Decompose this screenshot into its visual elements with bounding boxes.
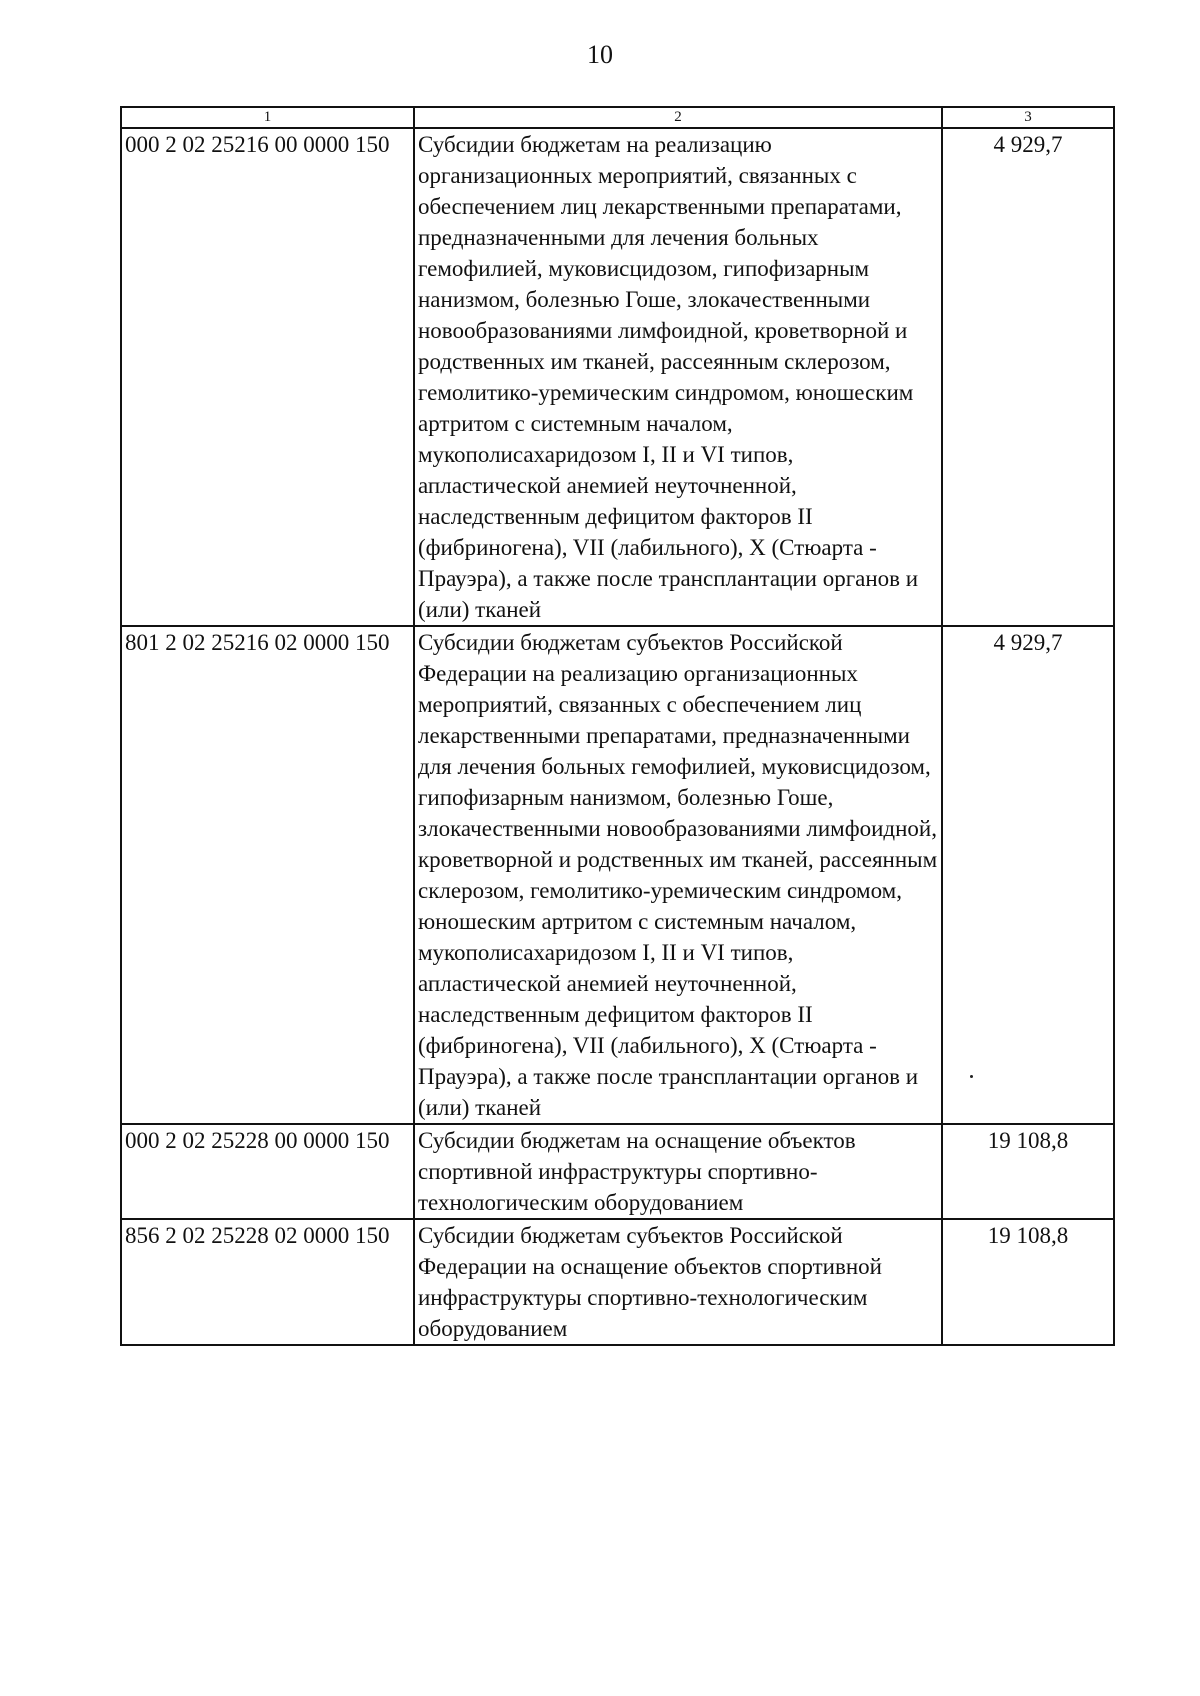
amount-cell: 4 929,7 <box>942 128 1114 626</box>
amount-cell: 19 108,8 <box>942 1124 1114 1219</box>
scan-speck <box>970 1075 973 1078</box>
budget-code-cell: 000 2 02 25228 00 0000 150 <box>121 1124 414 1219</box>
description-cell: Субсидии бюджетам субъектов Российской Федерации на реализацию организационных мероприятий, связанных с обеспечением лиц лекарственными препаратами, предназначенными для лечения больных гемофилией, муковисцидозом, гипофизарным нанизмом, болезнью Гоше, злокачественными новообразованиями лимфоидной, кроветворной и родственных им тканей, рассеянным склерозом, гемолитико-уремическим синдромом, юношеским артритом с системным началом, мукополисахаридозом I, II и VI типов, апластической анемией неуточненной, наследственным дефицитом факторов II (фибриногена), VII (лабильного), X (Стюарта - Прауэра), а также после трансплантации органов и (или) тканей <box>414 626 942 1124</box>
amount-cell: 4 929,7 <box>942 626 1114 1124</box>
table-row <box>121 128 1114 626</box>
budget-revenue-table <box>120 106 1115 1346</box>
page-number: 10 <box>587 40 613 69</box>
column-header-2: 2 <box>414 107 942 128</box>
description-cell: Субсидии бюджетам на реализацию организационных мероприятий, связанных с обеспечением лиц лекарственными препаратами, предназначенными для лечения больных гемофилией, муковисцидозом, гипофизарным нанизмом, болезнью Гоше, злокачественными новообразованиями лимфоидной, кроветворной и родственных им тканей, рассеянным склерозом, гемолитико-уремическим синдромом, юношеским артритом с системным началом, мукополисахаридозом I, II и VI типов, апластической анемией неуточненной, наследственным дефицитом факторов II (фибриногена), VII (лабильного), X (Стюарта - Прауэра), а также после трансплантации органов и (или) тканей <box>414 128 942 626</box>
budget-code-cell: 856 2 02 25228 02 0000 150 <box>121 1219 414 1345</box>
table-row <box>121 1219 1114 1345</box>
table-header-row <box>121 107 1114 128</box>
description-cell: Субсидии бюджетам субъектов Российской Федерации на оснащение объектов спортивной инфраструктуры спортивно-технологическим оборудованием <box>414 1219 942 1345</box>
table-row <box>121 626 1114 1124</box>
column-header-3: 3 <box>942 107 1114 128</box>
column-header-1: 1 <box>121 107 414 128</box>
budget-code-cell: 801 2 02 25216 02 0000 150 <box>121 626 414 1124</box>
amount-cell: 19 108,8 <box>942 1219 1114 1345</box>
table-row <box>121 1124 1114 1219</box>
budget-code-cell: 000 2 02 25216 00 0000 150 <box>121 128 414 626</box>
description-cell: Субсидии бюджетам на оснащение объектов спортивной инфраструктуры спортивно-технологическим оборудованием <box>414 1124 942 1219</box>
